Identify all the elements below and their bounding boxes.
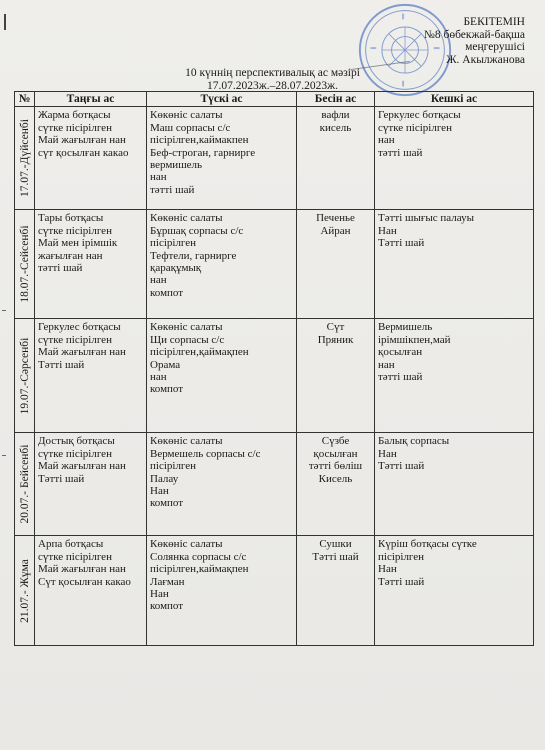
approval-position: меңгерушісі (465, 41, 525, 53)
menu-item: Күріш ботқасы сүтке (378, 538, 477, 551)
menu-item: Май жағылған нан (38, 346, 126, 359)
menu-item: сүтке пісірілген (38, 333, 112, 346)
menu-item: Нан (150, 588, 169, 601)
menu-item: тәтті бөліш (308, 460, 363, 473)
menu-item: тәтті шай (38, 262, 83, 275)
menu-table (14, 91, 534, 646)
breakfast-cell (35, 536, 147, 646)
menu-item: Май жағылған нан (38, 134, 126, 147)
menu-item: пісірілген,қаймақпен (150, 346, 249, 359)
menu-item: нан (150, 274, 167, 287)
menu-item: Геркулес ботқасы (38, 321, 121, 334)
menu-item: Май жағылған нан (38, 460, 126, 473)
menu-item: Беф-строган, гарнирге (150, 146, 256, 159)
table-row (15, 319, 534, 433)
menu-item: сүтке пісірілген (38, 224, 112, 237)
header-number: № (15, 92, 35, 107)
day-label: 19.07.-Сәрсенбі (18, 337, 31, 415)
header-lunch: Түскі ас (147, 92, 297, 107)
menu-item: жағылған нан (38, 249, 103, 262)
day-cell (15, 433, 35, 536)
dinner-cell (375, 210, 534, 319)
day-label: 18.07.-Сейсенбі (18, 225, 31, 304)
menu-item: Нан (378, 563, 397, 576)
menu-item: Нан (378, 447, 397, 460)
menu-item: нан (150, 371, 167, 384)
menu-item: Бұршақ сорпасы с/с (150, 224, 244, 237)
menu-item: Тәтті шығыс палауы (378, 212, 474, 225)
page-edge-mark (2, 455, 6, 456)
menu-item: Тәтті шай (312, 550, 359, 563)
menu-item: Лағман (150, 575, 185, 588)
menu-item: пісірілген (150, 460, 197, 473)
header-dinner: Кешкі ас (375, 92, 534, 107)
menu-item: Вермишель (378, 321, 433, 334)
header-snack: Бесін ас (297, 92, 375, 107)
table-row (15, 107, 534, 210)
menu-item: сүт қосылған какао (38, 146, 129, 159)
approval-title: БЕКІТЕМІН (463, 16, 525, 28)
lunch-cell (147, 319, 297, 433)
menu-item: пісірілген,каймақпен (150, 563, 249, 576)
menu-item: Айран (320, 224, 351, 237)
menu-item: Тәтті шай (38, 472, 85, 485)
lunch-cell (147, 536, 297, 646)
menu-item: Маш сорпасы с/с (150, 121, 231, 134)
lunch-cell (147, 107, 297, 210)
menu-item: Палау (150, 472, 179, 485)
page-edge-mark (2, 310, 6, 311)
snack-cell (297, 210, 375, 319)
menu-item: сүтке пісірілген (38, 121, 112, 134)
menu-item: кисель (319, 121, 352, 134)
menu-item: Тары ботқасы (38, 212, 104, 225)
menu-item: Геркулес ботқасы (378, 109, 461, 122)
menu-item: Тәтті шай (38, 358, 85, 371)
menu-item: нан (378, 358, 395, 371)
menu-item: қосылған (313, 447, 358, 460)
menu-item: Тәтті шай (378, 460, 425, 473)
menu-item: Сүт қосылған какао (38, 575, 131, 588)
lunch-cell (147, 210, 297, 319)
menu-item: компот (150, 286, 184, 299)
menu-period: 17.07.2023ж.–28.07.2023ж. (207, 80, 338, 92)
menu-item: Сүзбе (321, 435, 350, 448)
menu-title: 10 күннің перспективалық ас мәзірі (185, 67, 360, 79)
approval-name: Ж. Акылжанова (446, 53, 525, 66)
menu-item: Көкөніс салаты (150, 435, 223, 448)
menu-item: пісірілген (150, 237, 197, 250)
snack-cell (297, 319, 375, 433)
snack-cell (297, 107, 375, 210)
menu-item: сүтке пісірілген (38, 447, 112, 460)
menu-item: Солянка сорпасы с/с (150, 550, 247, 563)
menu-item: Нан (378, 224, 397, 237)
dinner-cell (375, 319, 534, 433)
menu-item: Достық ботқасы (38, 435, 115, 448)
menu-item: Нан (150, 485, 169, 498)
day-cell (15, 319, 35, 433)
menu-item: ірімшікпен,май (378, 333, 451, 346)
menu-item: Май мен ірімшік (38, 237, 118, 250)
menu-item: Көкөніс салаты (150, 321, 223, 334)
menu-item: Сушки (319, 538, 352, 551)
menu-item: Жарма ботқасы (38, 109, 111, 122)
day-label: 20.07.- Бейсенбі (18, 444, 31, 524)
menu-item: Сүт (326, 321, 345, 334)
table-row (15, 433, 534, 536)
menu-item: вермишель (150, 159, 203, 172)
table-row (15, 210, 534, 319)
page-edge-mark (4, 14, 6, 30)
day-label: 17.07.-Дүйсенбі (18, 119, 31, 198)
menu-item: нан (150, 171, 167, 184)
menu-item: тәтті шай (150, 183, 195, 196)
menu-item: Орама (150, 358, 181, 371)
lunch-cell (147, 433, 297, 536)
menu-item: компот (150, 600, 184, 613)
day-cell (15, 536, 35, 646)
menu-item: Тефтели, гарнирге (150, 249, 237, 262)
menu-item: Печенье (316, 212, 355, 225)
menu-item: қосылған (378, 346, 423, 359)
menu-item: Кисель (318, 472, 353, 485)
table-row (15, 536, 534, 646)
menu-item: тәтті шай (378, 371, 423, 384)
day-label: 21.07.- Жұма (18, 559, 31, 623)
menu-item: Щи сорпасы с/с (150, 333, 225, 346)
menu-item: вафли (321, 109, 350, 122)
menu-item: Арпа ботқасы (38, 538, 104, 551)
dinner-cell (375, 536, 534, 646)
menu-item: пісірілген (378, 550, 425, 563)
menu-item: компот (150, 497, 184, 510)
menu-item: Тәтті шай (378, 575, 425, 588)
breakfast-cell (35, 319, 147, 433)
menu-item: Көкөніс салаты (150, 538, 223, 551)
breakfast-cell (35, 433, 147, 536)
menu-item: нан (378, 134, 395, 147)
menu-item: Вермешель сорпасы с/с (150, 447, 261, 460)
snack-cell (297, 536, 375, 646)
menu-item: Көкөніс салаты (150, 109, 223, 122)
menu-item: компот (150, 383, 184, 396)
menu-item: Пряник (317, 333, 354, 346)
breakfast-cell (35, 107, 147, 210)
menu-item: сүтке пісірілген (38, 550, 112, 563)
menu-item: Көкөніс салаты (150, 212, 223, 225)
menu-item: пісірілген,каймакпен (150, 134, 249, 147)
table-header-row (15, 92, 534, 107)
menu-item: Тәтті шай (378, 237, 425, 250)
day-cell (15, 107, 35, 210)
approval-organization: №8 бөбекжай-бақша (423, 28, 525, 41)
day-cell (15, 210, 35, 319)
menu-item: Май жағылған нан (38, 563, 126, 576)
approval-block (424, 16, 525, 66)
menu-item: сүтке пісірілген (378, 121, 452, 134)
dinner-cell (375, 433, 534, 536)
menu-item: қарақұмық (150, 262, 202, 275)
dinner-cell (375, 107, 534, 210)
snack-cell (297, 433, 375, 536)
menu-item: Балық сорпасы (378, 435, 450, 448)
breakfast-cell (35, 210, 147, 319)
header-breakfast: Таңғы ас (35, 92, 147, 107)
menu-item: тәтті шай (378, 146, 423, 159)
